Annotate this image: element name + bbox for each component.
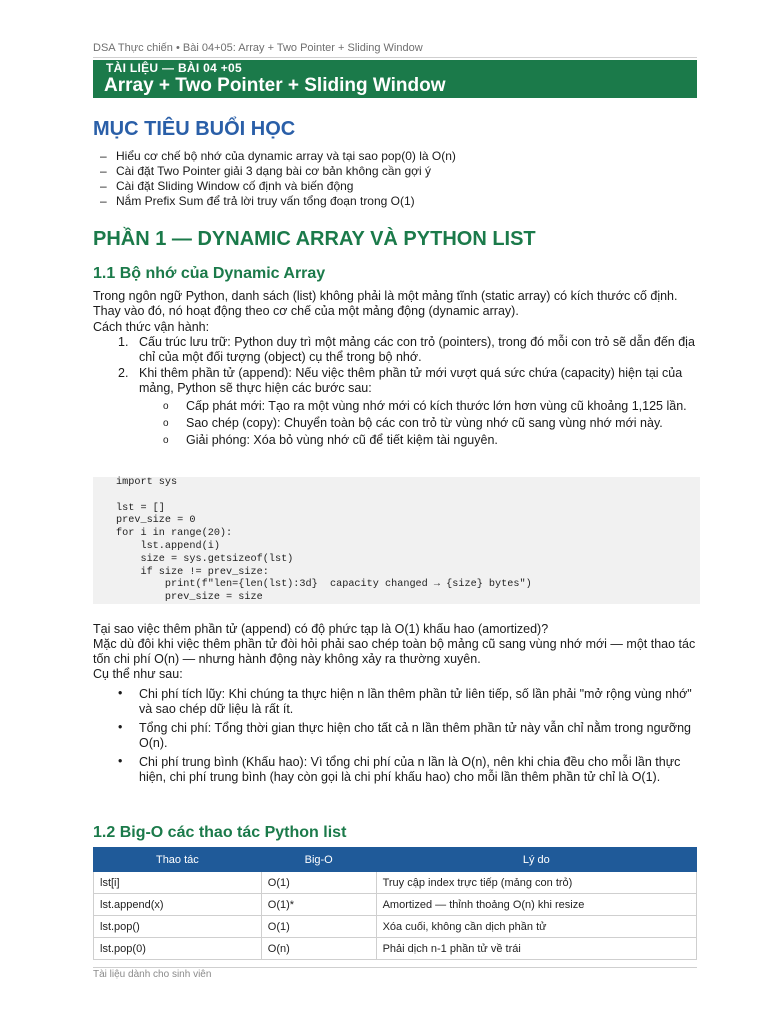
operation-cell: lst[i] [94,872,262,894]
big-o-cell: O(1)* [261,894,376,916]
sub-step-item [139,399,703,414]
circle-bullet-icon: o [163,435,169,446]
reason-cell: Phải dịch n-1 phần tử về trái [376,938,696,960]
detail-label: Cụ thể như sau: [93,667,183,681]
goal-item [93,194,456,209]
goal-text: Nắm Prefix Sum để trả lời truy vấn tổng đoạn trong O(1) [116,194,415,208]
code-line [116,490,700,503]
amortized-bullets [93,687,703,789]
table-row [94,872,697,894]
step-number: 2. [118,366,129,380]
title-banner [93,60,697,98]
sub-step-item [139,416,703,431]
code-content [93,477,700,605]
step-item [93,335,703,365]
dash-bullet: – [100,164,107,178]
code-line: print(f"len={len(lst):3d} capacity changed → {size} bytes") [116,579,532,591]
circle-bullet-icon: o [163,401,169,412]
page-footer: Tài liệu dành cho sinh viên [93,969,212,980]
code-line: import sys [116,477,178,488]
code-block [93,477,700,604]
step-number: 1. [118,335,129,349]
section-1-1-heading: 1.1 Bộ nhớ của Dynamic Array [93,265,326,282]
bullet-item [93,755,703,785]
dash-bullet: – [100,179,107,193]
goal-text: Cài đặt Two Pointer giải 3 dạng bài cơ bản không cần gợi ý [116,164,432,178]
bullet-text: Chi phí trung bình (Khấu hao): Vì tổng chi phí của n lần là O(n), nên khi chia đều cho mỗi lần thực hiện, chi phí trung bình (hay còn gọi là chi phí khấu hao) cho mỗi lần thêm phần tử chỉ là O(1). [139,755,681,784]
bullet-dot-icon: • [118,720,123,734]
bullet-text: Chi phí tích lũy: Khi chúng ta thực hiện n lần thêm phần tử liên tiếp, số lần phải "mở rộng vùng nhớ" và sao chép dữ liệu là rất ít. [139,687,692,716]
table-header-row [94,848,697,872]
reason-cell: Amortized — thỉnh thoảng O(n) khi resize [376,894,696,916]
big-o-table [93,847,697,960]
table-row [94,938,697,960]
operation-cell: lst.pop() [94,916,262,938]
bullet-dot-icon: • [118,686,123,700]
operation-cell: lst.append(x) [94,894,262,916]
bullet-item [93,721,703,751]
amortized-explanation [93,622,703,682]
step-text: Cấu trúc lưu trữ: Python duy trì một mảng các con trỏ (pointers), trong đó mỗi con trỏ sẽ dẫn đến địa chỉ của một đối tượng (object) cụ thể trong bộ nhớ. [139,335,695,364]
bullet-item [93,687,703,717]
column-header: Lý do [376,848,696,872]
part-1-heading: PHẦN 1 — DYNAMIC ARRAY VÀ PYTHON LIST [93,228,536,250]
section-1-2-heading: 1.2 Big-O các thao tác Python list [93,824,347,841]
code-line: lst = [] [116,502,165,514]
intro-paragraph: Trong ngôn ngữ Python, danh sách (list) không phải là một mảng tĩnh (static array) có kích thước cố định. Thay vào đó, nó hoạt động theo cơ chế của một mảng động (dynamic array). [93,289,678,318]
sub-step-text: Cấp phát mới: Tạo ra một vùng nhớ mới có kích thước lớn hơn vùng cũ khoảng 1,125 lần. [186,399,687,413]
code-line: prev_size = 0 [116,515,196,527]
bullet-text: Tổng chi phí: Tổng thời gian thực hiện cho tất cả n lần thêm phần tử này vẫn chỉ nằm trong ngưỡng O(n). [139,721,692,750]
dash-bullet: – [100,149,107,163]
how-it-works-label: Cách thức vận hành: [93,320,210,334]
goals-heading: MỤC TIÊU BUỔI HỌC [93,118,296,140]
amortized-answer: Mặc dù đôi khi việc thêm phần tử đòi hỏi phải sao chép toàn bộ mảng cũ sang vùng nhớ mới — một thao tác tốn chi phí O(n) — nhưng hành động này không xảy ra thường xuyên. [93,637,696,666]
circle-bullet-icon: o [163,418,169,429]
document-title: Array + Two Pointer + Sliding Window [104,75,446,96]
header-divider [93,57,697,58]
sub-step-text: Giải phóng: Xóa bỏ vùng nhớ cũ để tiết kiệm tài nguyên. [186,433,498,447]
goal-text: Hiểu cơ chế bộ nhớ của dynamic array và tại sao pop(0) là O(n) [116,149,456,163]
running-header: DSA Thực chiến • Bài 04+05: Array + Two Pointer + Sliding Window [93,42,423,54]
code-line: prev_size = size [116,592,263,604]
table-row [94,916,697,938]
sub-steps-list [139,399,703,448]
sub-step-text: Sao chép (copy): Chuyển toàn bộ các con trỏ từ vùng nhớ cũ sang vùng nhớ mới này. [186,416,663,430]
goal-text: Cài đặt Sliding Window cố định và biến động [116,179,354,193]
reason-cell: Xóa cuối, không cần dịch phần tử [376,916,696,938]
sub-step-item [139,433,703,448]
code-line: for i in range(20): [116,528,233,540]
goals-list [93,149,456,209]
step-item [93,366,703,448]
banner-kicker: TÀI LIỆU — BÀI 04 +05 [106,61,243,75]
column-header: Big-O [261,848,376,872]
goal-item [93,179,456,194]
column-header: Thao tác [94,848,262,872]
big-o-cell: O(n) [261,938,376,960]
goal-item [93,149,456,164]
reason-cell: Truy cập index trực tiếp (mảng con trỏ) [376,872,696,894]
big-o-cell: O(1) [261,916,376,938]
operation-cell: lst.pop(0) [94,938,262,960]
step-text: Khi thêm phần tử (append): Nếu việc thêm phần tử mới vượt quá sức chứa (capacity) hiện tại của mảng, Python sẽ thực hiện các bước sau: [139,366,683,395]
bullet-dot-icon: • [118,754,123,768]
goal-item [93,164,456,179]
big-o-cell: O(1) [261,872,376,894]
table-row [94,894,697,916]
code-line: size = sys.getsizeof(lst) [116,553,294,565]
code-line: lst.append(i) [116,540,220,552]
dash-bullet: – [100,194,107,208]
code-line: if size != prev_size: [116,566,269,578]
amortized-question: Tại sao việc thêm phần tử (append) có độ phức tạp là O(1) khấu hao (amortized)? [93,622,549,636]
steps-list [93,335,703,450]
footer-divider [93,967,697,968]
